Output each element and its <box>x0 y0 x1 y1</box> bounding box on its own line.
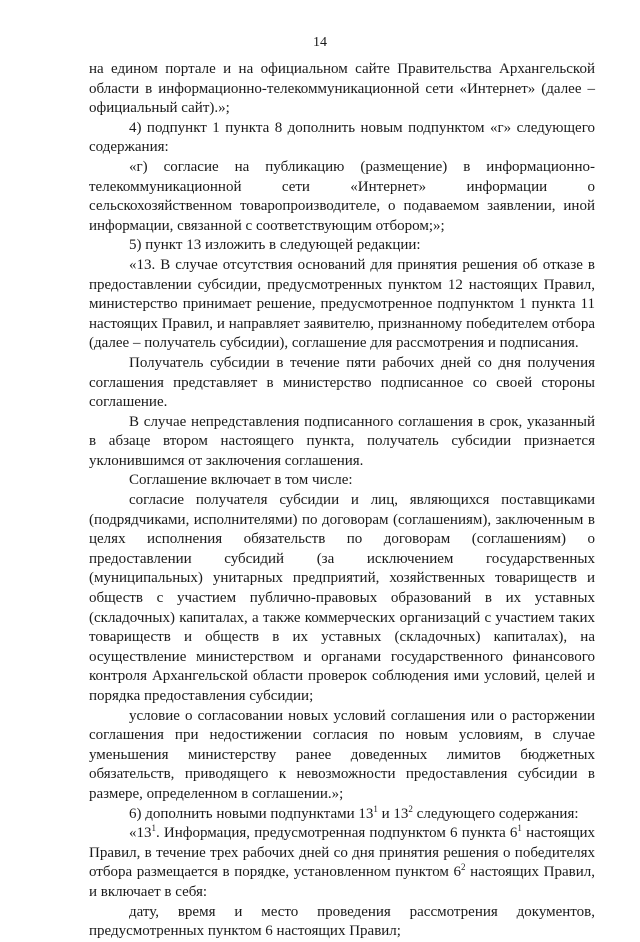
text-segment: «13 <box>129 825 152 842</box>
paragraph: на едином портале и на официальном сайте Правительства Архангельской области в информационно-телекоммуникационной сети «Интернет» (далее – официальный сайт).»; <box>89 61 595 117</box>
paragraph: «13. В случае отсутствия оснований для принятия решения об отказе в предоставлении субсидии, предусмотренных пунктом 12 настоящих Правил, министерство принимает решение, предусмотренное подпунктом 1 пункта 11 настоящих Правил, и направляет заявителю, признанному победителем отбора (далее – получатель субсидии), соглашение для рассмотрения и подписания. <box>89 256 595 352</box>
paragraph: 4) подпункт 1 пункта 8 дополнить новым подпунктом «г» следующего содержания: <box>89 119 595 156</box>
paragraph: условие о согласовании новых условий соглашения или о расторжении соглашения при недостижении согласия по новым условиям, в случае уменьшения министерству ранее доведенных лимитов бюджетных обязательств, приводящего к невозможности предоставления субсидии в размере, определенном в соглашении.»; <box>89 707 595 802</box>
text-segment: 6) дополнить новыми подпунктами 13 <box>129 805 374 822</box>
superscript: 2 <box>461 862 466 873</box>
text-segment: настоящих Правил, в течение трех рабочих дней со дня принятия решения о победителях отбора размещается в порядке, установленном пунктом 6 <box>89 825 595 881</box>
text-segment: следующего содержания: <box>412 805 579 822</box>
text-segment: настоящих Правил, и включает в себя: <box>89 864 595 900</box>
text-segment: . Информация, предусмотренная подпунктом 6 пункта 6 <box>156 825 518 842</box>
superscript: 2 <box>408 803 413 814</box>
text-segment: и 13 <box>377 805 409 822</box>
paragraph: В случае непредставления подписанного соглашения в срок, указанный в абзаце втором настоящего пункта, получатель субсидии признается уклонившимся от заключения соглашения. <box>89 413 595 469</box>
superscript: 1 <box>517 823 522 834</box>
document-body <box>89 60 595 942</box>
paragraph <box>89 805 595 825</box>
superscript: 1 <box>373 803 378 814</box>
paragraph: согласие получателя субсидии и лиц, являющихся поставщиками (подрядчиками, исполнителями) по договорам (соглашениям), заключенным в целях исполнения обязательств по договорам (соглашениям) о предоставлении субсидий (за исключением государственных (муниципальных) унитарных предприятий, хозяйственных товариществ и обществ с участием публично-правовых образований в их уставных (складочных) капиталах, а также коммерческих организаций с участием таких товариществ и обществ в их уставных (складочных) капиталах), на осуществление министерством и органами государственного финансового контроля Архангельской области проверок соблюдения ими условий, целей и порядка предоставления субсидии; <box>89 492 595 704</box>
paragraph: Соглашение включает в том числе: <box>129 472 353 489</box>
paragraph: «г) согласие на публикацию (размещение) в информационно-телекоммуникационной сети «Интернет» информации о сельскохозяйственном товаропроизводителе, о подаваемом заявлении, иной информации, связанной с соответствующим отбором;»; <box>89 158 595 234</box>
superscript: 1 <box>151 823 156 834</box>
paragraph: 5) пункт 13 изложить в следующей редакции: <box>129 237 421 254</box>
paragraph: Получатель субсидии в течение пяти рабочих дней со дня получения соглашения представляет в министерство подписанное со своей стороны соглашение. <box>89 354 595 411</box>
paragraph: дату, время и место проведения рассмотрения документов, предусмотренных пунктом 6 настоящих Правил; <box>89 903 595 940</box>
paragraph <box>89 824 595 902</box>
page-number: 14 <box>313 35 327 50</box>
